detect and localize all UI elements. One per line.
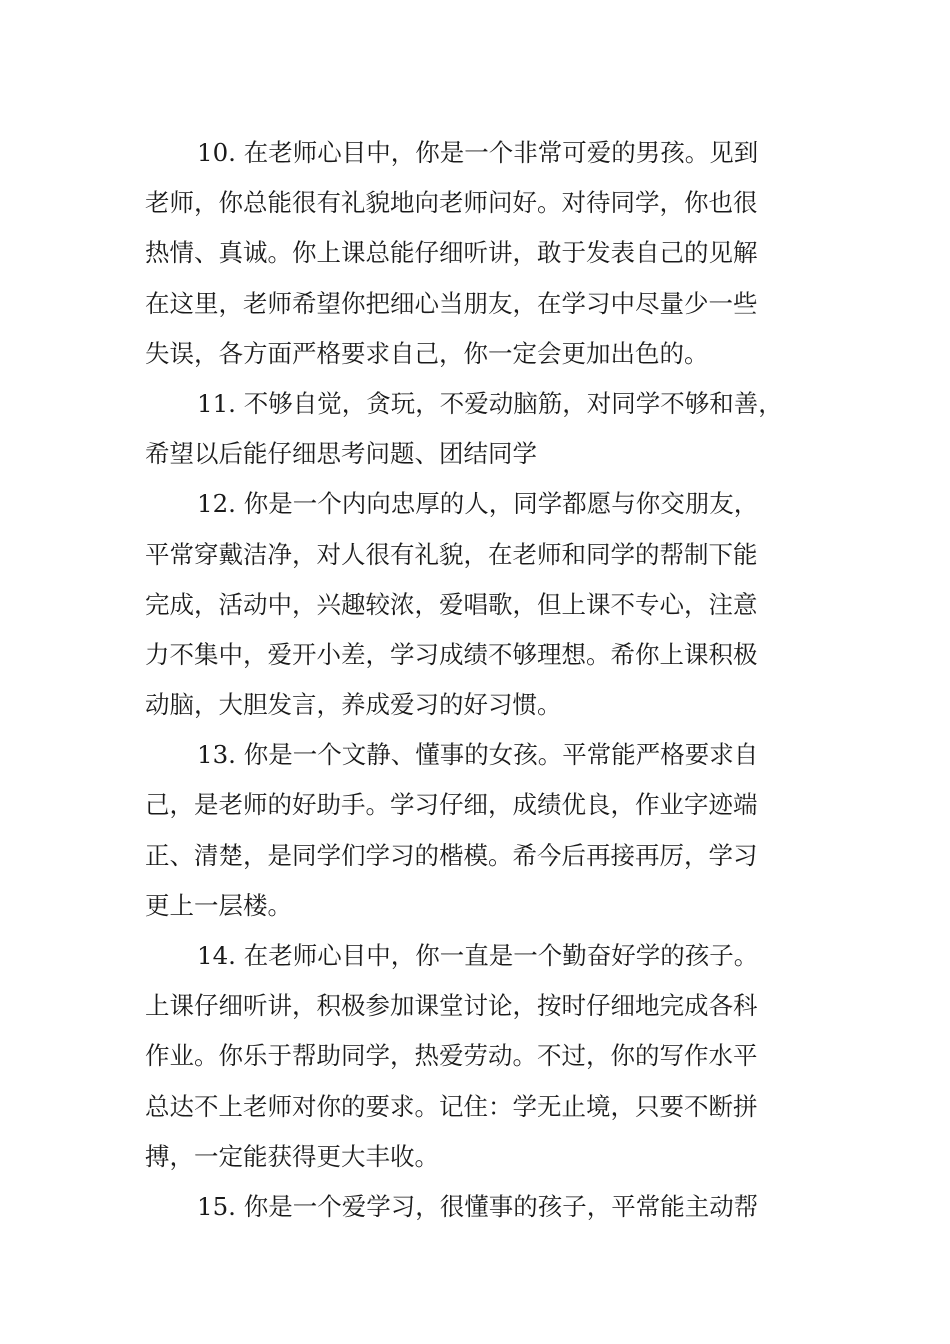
text-line: 13. 你是一个文静、懂事的女孩。平常能严格要求自 [197,740,759,770]
text-line: 完成，活动中，兴趣较浓，爱唱歌，但上课不专心，注意 [145,589,758,619]
text-line: 更上一层楼。 [145,890,292,920]
document-body [145,128,813,1232]
paragraph-10 [145,128,813,379]
text-line: 作业。你乐于帮助同学，热爱劳动。不过，你的写作水平 [145,1041,758,1071]
paragraph-12 [145,479,813,730]
text-line: 动脑，大胆发言，养成爱习的好习惯。 [145,690,562,720]
paragraph-11 [145,379,813,479]
paragraph-14 [145,931,813,1182]
paragraph-13 [145,730,813,931]
text-line: 12. 你是一个内向忠厚的人，同学都愿与你交朋友， [197,489,759,519]
text-line: 老师，你总能很有礼貌地向老师问好。对待同学，你也很 [145,188,758,218]
text-line: 正、清楚，是同学们学习的楷模。希今后再接再厉，学习 [145,840,758,870]
text-line: 10. 在老师心目中，你是一个非常可爱的男孩。见到 [197,138,759,167]
text-line: 上课仔细听讲，积极参加课堂讨论，按时仔细地完成各科 [145,991,758,1021]
text-line: 在这里，老师希望你把细心当朋友，在学习中尽量少一些 [145,288,758,318]
text-line: 14. 在老师心目中，你一直是一个勤奋好学的孩子。 [197,941,759,970]
text-line: 总达不上老师对你的要求。记住：学无止境，只要不断拼 [145,1091,758,1121]
text-line: 失误，各方面严格要求自己，你一定会更加出色的。 [145,338,709,368]
text-line: 搏，一定能获得更大丰收。 [145,1141,439,1171]
text-line: 11. 不够自觉，贪玩，不爱动脑筋，对同学不够和善， [197,388,783,418]
text-line: 希望以后能仔细思考问题、团结同学 [145,439,537,469]
text-line: 己，是老师的好助手。学习仔细，成绩优良，作业字迹端 [145,790,758,820]
text-line: 15. 你是一个爱学习，很懂事的孩子，平常能主动帮 [197,1191,759,1221]
paragraph-15 [145,1182,813,1232]
text-line: 热情、真诚。你上课总能仔细听讲，敢于发表自己的见解 [145,238,758,268]
text-line: 平常穿戴洁净，对人很有礼貌，在老师和同学的帮制下能 [145,539,758,569]
text-line: 力不集中，爱开小差，学习成绩不够理想。希你上课积极 [145,639,758,669]
